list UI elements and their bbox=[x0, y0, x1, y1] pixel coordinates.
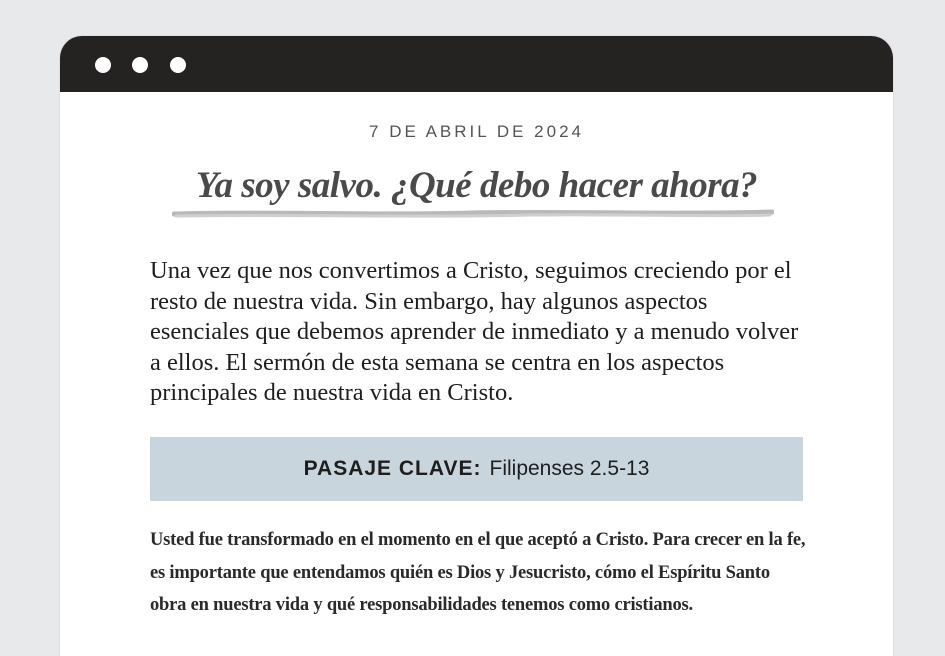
title-underline-decoration bbox=[172, 208, 774, 220]
browser-window bbox=[60, 36, 893, 656]
article-date: 7 DE ABRIL DE 2024 bbox=[369, 122, 584, 141]
key-passage-label: PASAJE CLAVE: bbox=[303, 457, 482, 480]
window-titlebar bbox=[60, 36, 893, 92]
article-title: Ya soy salvo. ¿Qué debo hacer ahora? bbox=[195, 165, 758, 206]
article-title-wrap bbox=[60, 164, 893, 207]
window-dot-1[interactable] bbox=[95, 57, 111, 73]
window-dot-2[interactable] bbox=[132, 57, 148, 73]
article-intro: Una vez que nos convertimos a Cristo, seguimos creciendo por el resto de nuestra vida. Sin embargo, hay algunos aspectos esenciales que debemos aprender de inmediato y a menudo volver a ellos. El sermón de esta semana se centra en los aspectos principales de nuestra vida en Cristo. bbox=[150, 257, 799, 406]
article-body: Usted fue transformado en el momento en el que aceptó a Cristo. Para crecer en la fe, es importante que entendamos quién es Dios y Jesucristo, cómo el Espíritu Santo obra en nuestra vida y qué responsabilidades tenemos como cristianos. bbox=[150, 530, 806, 615]
window-dot-3[interactable] bbox=[170, 57, 186, 73]
key-passage-reference: Filipenses 2.5-13 bbox=[489, 457, 650, 480]
key-passage-box bbox=[150, 437, 803, 501]
